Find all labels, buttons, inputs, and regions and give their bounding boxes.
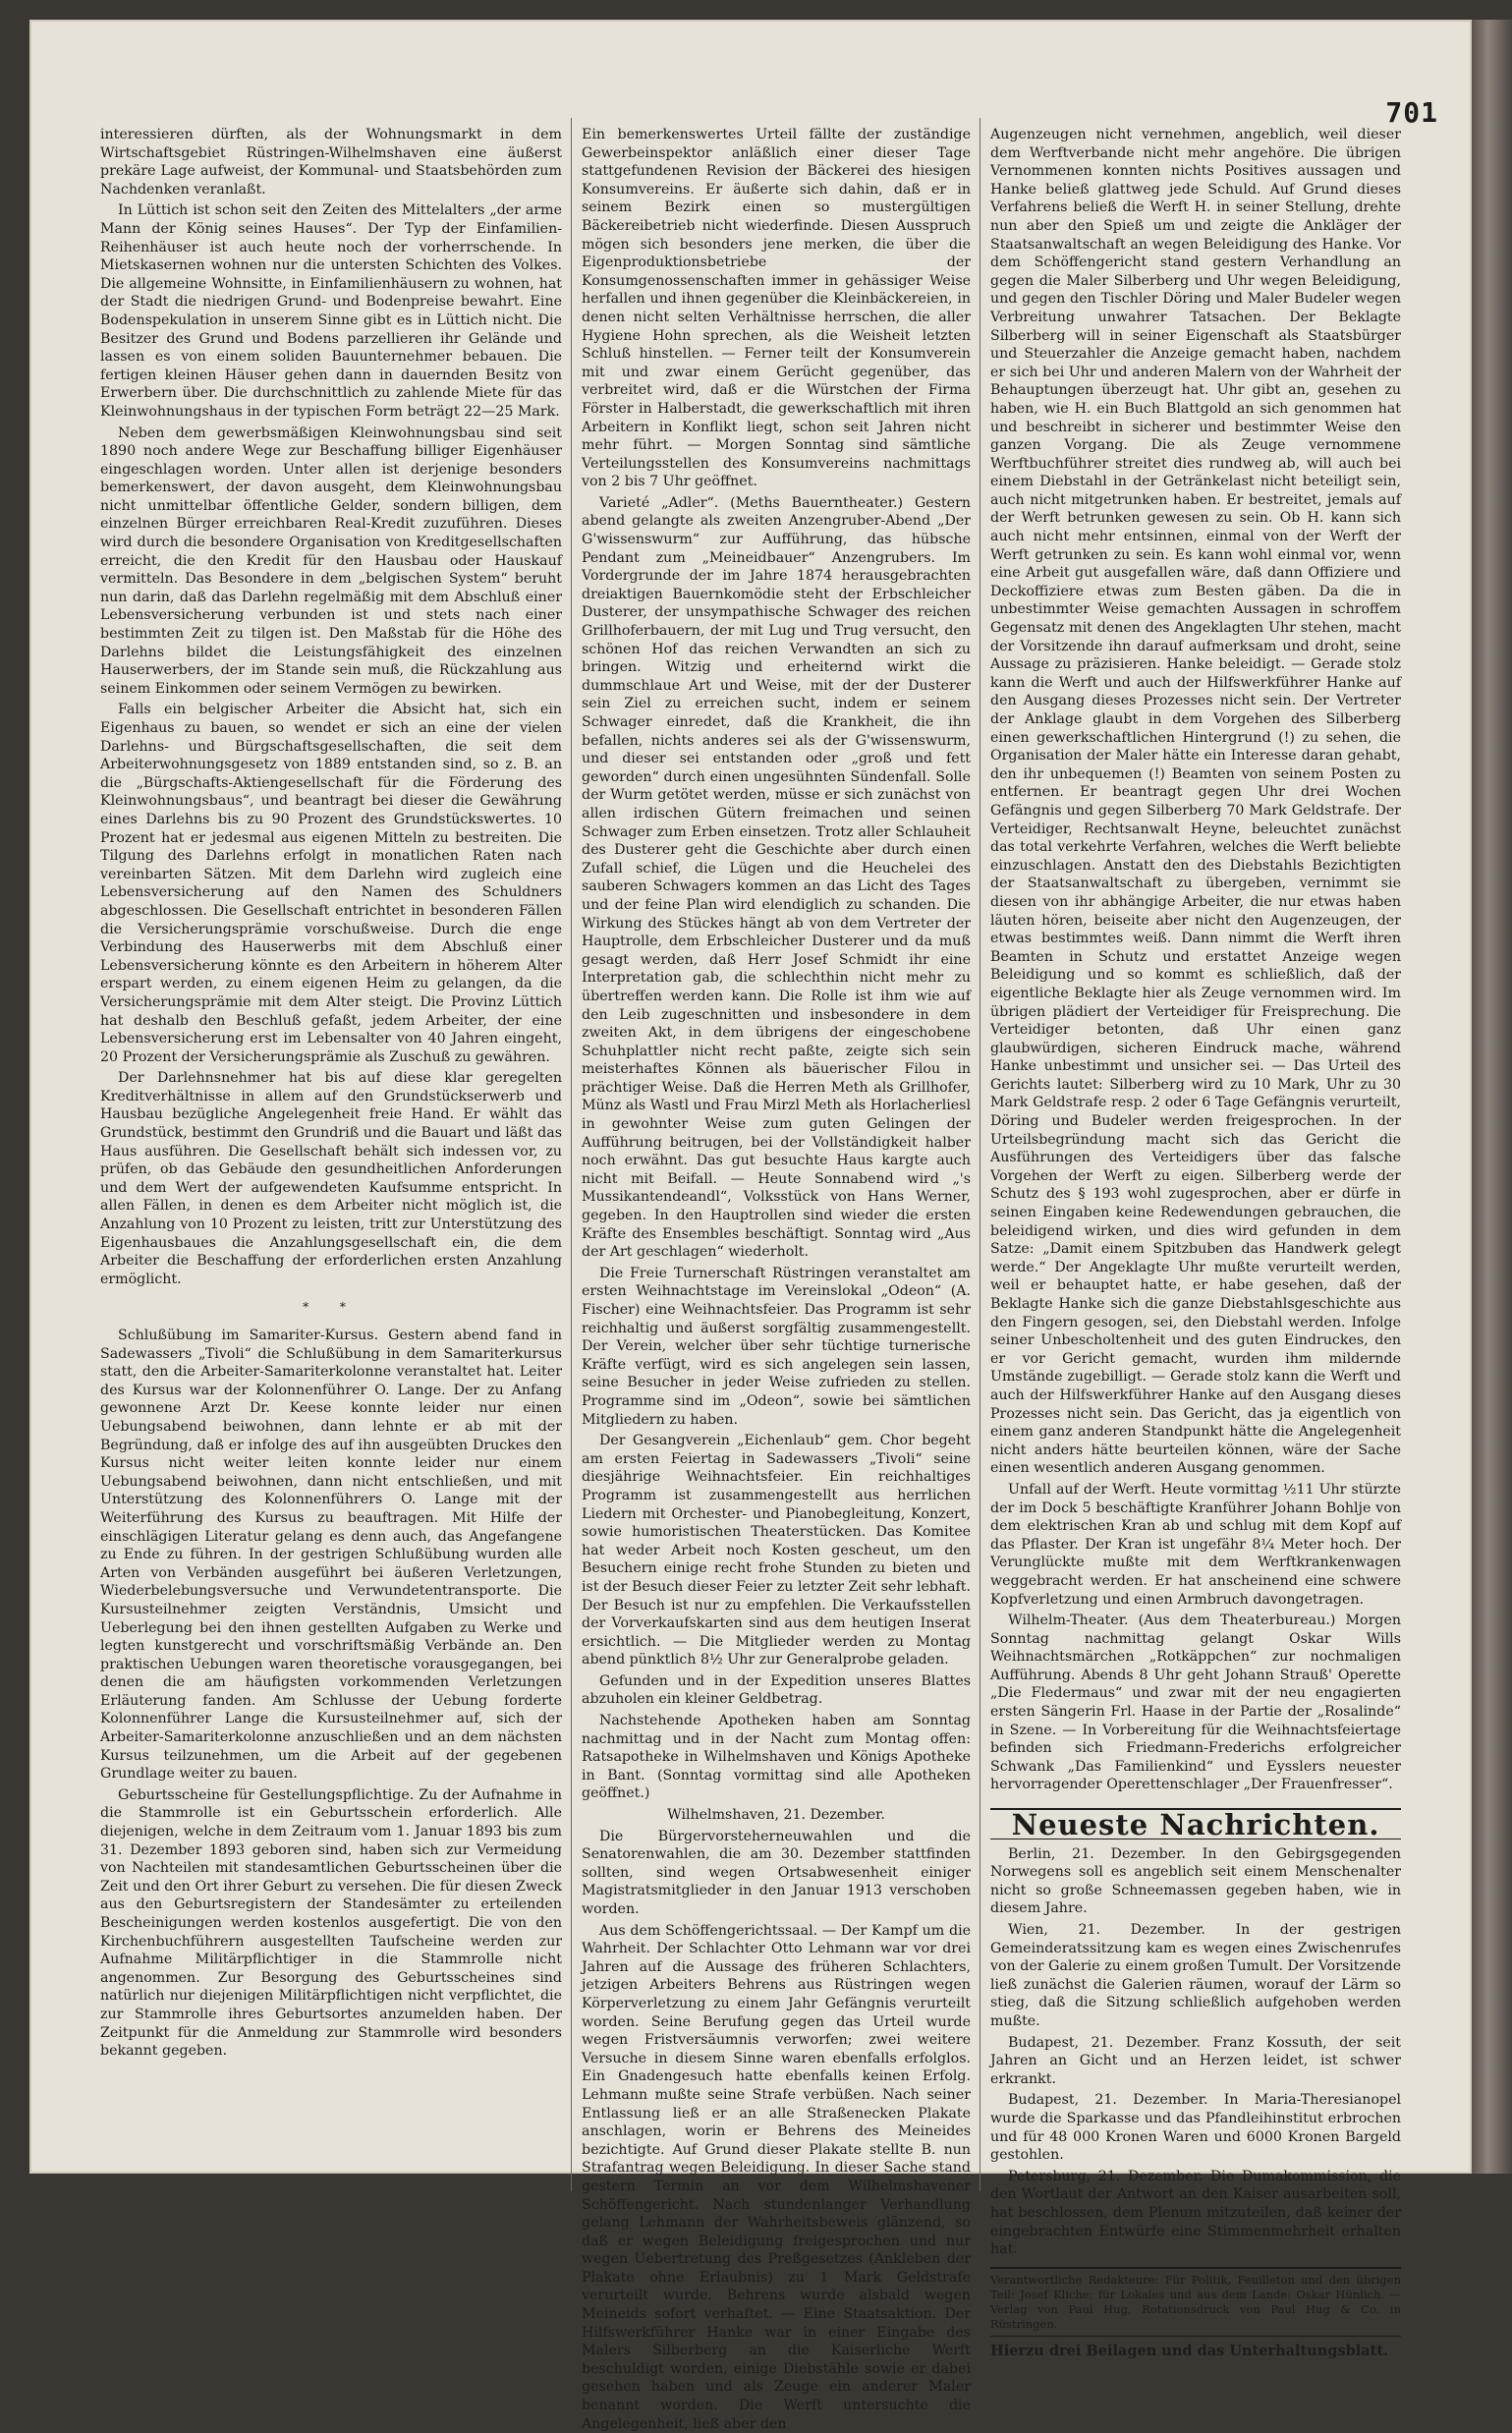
article-paragraph: Die Freie Turnerschaft Rüstringen veranstaltet am ersten Weihnachtstage im Vereinslokal „Odeon“ (A. Fischer) eine Weihnachtsfeier. Das Programm ist sehr reichhaltig und äußerst sorgfältig zusammengestellt. Der Verein, welcher über sehr tüchtige turnerische Kräfte verfügt, wird es sich angelegen sein lassen, seine Besucher in jeder Weise zufrieden zu stellen. Programme sind im „Odeon“, sowie bei sämtlichen Mitgliedern zu haben.	[582, 1265, 971, 1428]
article-paragraph: Gefunden und in der Expedition unseres Blattes abzuholen ein kleiner Geldbetrag.	[582, 1672, 971, 1708]
article-paragraph: Nachstehende Apotheken haben am Sonntag nachmittag und in der Nacht zum Montag offen: Ratsapotheke in Wilhelmshaven und Königs Apotheke in Bant. (Sonntag vormittag sind alle Apotheken geöffnet.)	[582, 1713, 971, 1802]
column-left	[100, 126, 562, 2189]
article-paragraph: Der Gesangverein „Eichenlaub“ gem. Chor begeht am ersten Feiertag in Sadewassers „Tivoli“ seine diesjährige Weihnachtsfeier. Ein reichhaltiges Programm ist zusammengestellt aus herrlichen Liedern mit Orchester- und Pianobegleitung, Konzert, sowie humoristischen Theaterstücken. Das Komitee hat weder Arbeit noch Kosten gescheut, um den Besuchern einige recht frohe Stunden zu bieten und ist der Besuch dieser Feier zu letzter Zeit sehr lebhaft. Der Besuch ist nur zu empfehlen. Die Verkaufsstellen der Vorverkaufskarten sind aus dem heutigen Inserat ersichtlich. — Die Mitglieder werden zu Montag abend pünktlich 8½ Uhr zur Generalprobe geladen.	[582, 1433, 971, 1669]
supplement-notice: Hierzu drei Beilagen und das Unterhaltungsblatt.	[990, 2342, 1389, 2359]
article-paragraph: Wilhelm-Theater. (Aus dem Theaterbureau.) Morgen Sonntag nachmittag gelangt Oskar Wills Weihnachtsmärchen „Rotkäppchen“ zur nochmaligen Aufführung. Abends 8 Uhr geht Johann Strauß' Operette „Die Fledermaus“ und zwar mit der neu engagierten ersten Sängerin Frl. Haase in der Partie der „Rosalinde“ in Szene. — In Vorbereitung für die Weihnachtsfeiertage befinden sich Friedmann-Frederichs erfolgreicher Schwank „Das Familienkind“ und Eysslers neuester hervorragender Operettenschlager „Der Frauenfresser“.	[990, 1613, 1401, 1793]
newspaper-page	[29, 20, 1472, 2432]
article-paragraph: Petersburg, 21. Dezember. Die Dumakommission, die den Wortlaut der Antwort an den Kaiser ausarbeiten soll, hat beschlossen, dem Plenum mitzuteilen, daß keiner der eingebrachten Entwürfe eine Stimmenmehrheit erhalten hat.	[990, 2168, 1401, 2258]
page-number: 701	[1385, 96, 1438, 129]
section-heading: Neueste Nachrichten.	[990, 1808, 1401, 1839]
article-paragraph: Unfall auf der Werft. Heute vormittag ½11 Uhr stürzte der im Dock 5 beschäftigte Kranführer Johann Bohlje von dem elektrischen Kran ab und schlug mit dem Kopf auf das Pflaster. Der Kran ist ungefähr 8¼ Meter hoch. Der Verunglückte mußte mit dem Werftkrankenwagen weggebracht werden. Er hat anscheinend eine schwere Kopfverletzung und einen Armbruch davongetragen.	[990, 1481, 1401, 1608]
article-paragraph: Budapest, 21. Dezember. Franz Kossuth, der seit Jahren an Gicht und an Herzen leidet, ist schwer erkrankt.	[990, 2034, 1401, 2087]
article-paragraph: interessieren dürften, als der Wohnungsmarkt in dem Wirtschaftsgebiet Rüstringen-Wilhelmshaven eine äußerst prekäre Lage aufweist, der Kommunal- und Staatsbehörden zum Nachdenken veranlaßt.	[100, 127, 562, 198]
article-paragraph: Geburtsscheine für Gestellungspflichtige. Zu der Aufnahme in die Stammrolle ist ein Geburtsschein erforderlich. Alle diejenigen, welche in dem Zeitraum vom 1. Januar 1893 bis zum 31. Dezember 1893 geboren sind, haben sich zur Vermeidung von Nachteilen mit standesamtlichen Geburtsscheinen über die Zeit und den Ort ihrer Geburt zu versehen. Die für diesen Zweck aus den Geburtsregistern der Standesämter zu erteilenden Bescheinigungen werden kostenlos ausgefertigt. Die von den Kirchenbuchführern ausgestellten Taufscheine werden zur Aufnahme Militärpflichtiger in die Stammrolle nicht angenommen. Zur Besorgung des Geburtsscheines sind natürlich nur diejenigen Militärpflichtigen nicht verpflichtet, die zur Stammrolle ihres Geburtsortes anzumelden haben. Der Zeitpunkt für die Anmeldung zur Stammrolle wird besonders bekannt gegeben.	[100, 1786, 562, 2060]
column-rule	[571, 118, 572, 2191]
section-separator: * *	[303, 1300, 360, 1315]
article-paragraph: Aus dem Schöffengerichtssaal. — Der Kampf um die Wahrheit. Der Schlachter Otto Lehmann war vor drei Jahren auf die Aussage des früheren Schlachters, jetzigen Arbeiters Behrens aus Rüstringen wegen Körperverletzung zu einem Jahr Gefängnis verurteilt worden. Seine Berufung gegen das Urteil wurde wegen Fristversäumnis verworfen; zwei weitere Versuche in diesem Sinne waren ebenfalls erfolglos. Ein Gnadengesuch hatte ebenfalls keinen Erfolg. Lehmann mußte seine Strafe verbüßen. Nach seiner Entlassung ließ er an alle Straßenecken Plakate anschlagen, worin er Behrens des Meineides bezichtigte. Auf Grund dieser Plakate stellte B. nun Strafantrag wegen Beleidigung. In dieser Sache stand gestern Termin an vor dem Wilhelmshavener Schöffengericht. Nach stundenlanger Verhandlung gelang Lehmann der Wahrheitsbeweis glänzend, so daß er wegen Beleidigung freigesprochen und nur wegen Uebertretung des Preßgesetzes (Ankleben der Plakate ohne Erlaubnis) zu 1 Mark Geldstrafe verurteilt wurde. Behrens wurde alsbald wegen Meineids sofort verhaftet. — Eine Staatsaktion. Der Hilfswerkführer Hanke war in einer Eingabe des Malers Silberberg an die Kaiserliche Werft beschuldigt worden, einige Diebstähle sowie er dabei gesehen haben und als Zeuge ein anderer Maler benannt worden. Die Werft untersuchte die Angelegenheit, ließ aber den	[582, 1922, 971, 2432]
article-paragraph: Die Bürgervorsteherneuwahlen und die Senatorenwahlen, die am 30. Dezember stattfinden sollten, sind wegen Ortsabwesenheit einiger Magistratsmitglieder in den Januar 1913 verschoben worden.	[582, 1828, 971, 1917]
column-middle	[582, 126, 971, 2432]
article-paragraph: Schlußübung im Samariter-Kursus. Gestern abend fand in Sadewassers „Tivoli“ die Schlußübung in dem Samariterkursus statt, den die Arbeiter-Samariterkolonne veranstaltet hat. Leiter des Kursus war der Kolonnenführer O. Lange. Der zu Anfang gewonnene Arzt Dr. Keese konnte leider nur einen Uebungsabend beiwohnen, dann lehnte er ab mit der Begründung, daß er infolge des auf ihn ausgeübten Druckes den Kursus nicht weiter leiten konnte leider nur einem Uebungsabend beiwohnen, dann nicht entschließen, und mit Unterstützung des Kolonnenführers O. Lange mit der Weiterführung des Kursus zu beauftragen. Mit Hilfe der einschlägigen Literatur gelang es denn auch, das Angefangene zu Ende zu führen. In der gestrigen Schlußübung wurden alle Arten von Verbänden ausgeführt bei äußeren Verletzungen, Wiederbelebungsversuche und Verwundetentransporte. Die Kursusteilnehmer zeigten Verständnis, Umsicht und Ueberlegung bei den ihnen gestellten Aufgaben zu Werke und legten kunstgerecht und vorschriftsmäßig Verbände an. Den praktischen Uebungen waren theoretische vorausgegangen, bei denen die am häufigsten vorkommenden Verletzungen Erläuterung fanden. Am Schlusse der Uebung forderte Kolonnenführer Lange die Kursusteilnehmer auf, sich der Arbeiter-Samariterkolonne anzuschließen und an dem nächsten Kursus teilzunehmen, um die Arbeit auf der gegebenen Grundlage weiter zu bauen.	[100, 1328, 562, 1782]
article-paragraph: Falls ein belgischer Arbeiter die Absicht hat, sich ein Eigenhaus zu bauen, so wendet er sich an eine der vielen Darlehns- und Bürgschaftsgesellschaften, die seit dem Arbeiterwohnungsgesetz von 1889 entstanden sind, so z. B. an die „Bürgschafts-Aktiengesellschaft für die Förderung des Kleinwohnungsbaus“, und beantragt bei dieser die Gewährung eines Darlehns bis zu 90 Prozent des Grundstückswertes. 10 Prozent hat er jedesmal aus eigenen Mitteln zu bestreiten. Die Tilgung des Darlehns erfolgt in monatlichen Raten nach vereinbarten Sätzen. Mit dem Darlehn wird zugleich eine Lebensversicherung auf den Namen des Schuldners abgeschlossen. Die Gesellschaft entrichtet in besonderen Fällen die Versicherungsprämie vorschußweise. Durch die enge Verbindung des Hauserwerbs mit dem Abschluß einer Lebensversicherung könnte es den Arbeitern in höherem Alter erspart werden, zu einem eigenen Heim zu gelangen, da die Versicherungsprämie mit dem Alter steigt. Die Provinz Lüttich hat deshalb den Beschluß gefaßt, jedem Arbeiter, der eine Lebensversicherung erst im Lebensalter von 40 Jahren eingeht, 20 Prozent der Versicherungsprämie als Zuschuß zu gewähren.	[100, 702, 562, 1065]
article-paragraph: Wien, 21. Dezember. In der gestrigen Gemeinderatssitzung kam es wegen eines Zwischenrufes von der Galerie zu einem großen Tumult. Der Vorsitzende ließ zunächst die Galerien räumen, worauf der Lärm so stieg, daß die Sitzung schließlich aufgehoben werden mußte.	[990, 1922, 1401, 2029]
article-paragraph: Neben dem gewerbsmäßigen Kleinwohnungsbau sind seit 1890 noch andere Wege zur Beschaffung billiger Eigenhäuser eingeschlagen worden. Unter allen ist derjenige besonders bemerkenswert, der davon ausgeht, dem Kleinwohnungsbau nicht unmittelbar öffentliche Gelder, sondern billigen, dem einzelnen Bürger erreichbaren Real-Kredit zuzuführen. Dieses wird durch die besondere Organisation von Kreditgesellschaften erreicht, die den Kredit für den Hausbau oder Hauskauf vermitteln. Das Besondere in dem „belgischen System“ beruht nun darin, daß das Darlehn regelmäßig mit dem Abschluß einer Lebensversicherung verbunden ist und stets nach einer bestimmten Zeit zu tilgen ist. Den Maßstab für die Höhe des Darlehns bildet die Leistungsfähigkeit des einzelnen Hauserwerbers, der im Stande sein muß, die Rückzahlung aus seinem Einkommen oder seinem Vermögen zu bewirken.	[100, 424, 562, 697]
article-paragraph: Augenzeugen nicht vernehmen, angeblich, weil dieser dem Werftverbande nicht mehr angehöre. Die übrigen Vernommenen konnten nichts Positives aussagen und Hanke beließ glattweg jede Schuld. Auf Grund dieses Verfahrens beließ die Werft H. in seiner Stellung, drehte nun aber den Spieß um und zeigte die Ankläger der Staatsanwaltschaft an wegen Beleidigung des Hanke. Vor dem Schöffengericht stand gestern Verhandlung an gegen die Maler Silberberg und Uhr wegen Beleidigung, und gegen den Tischler Döring und Maler Budeler wegen Verbreitung unwahrer Tatsachen. Der Beklagte Silberberg will in seiner Eigenschaft als Staatsbürger und Steuerzahler die Anzeige gemacht haben, nachdem er sich bei Uhr und anderen Malern von der Wahrheit der Behauptungen überzeugt hat. Uhr gibt an, gesehen zu haben, wie H. ein Buch Blattgold an sich genommen hat und beschreibt in sicherer und bestimmter Weise den ganzen Vorgang. Die als Zeuge vernommene Werftbuchführer streitet dies rundweg ab, will auch bei einem Diebstahl in der Getränkelast nicht beteiligt sein, auch nicht mitgetrunken haben. Er bestreitet, jemals auf der Werft betrunken gewesen zu sein. Ob H. kann sich auch nicht mehr entsinnen, einmal von der Werft der Werft getrunken zu sein. Es kann wohl einmal vor, wenn eine Arbeit gut ausgefallen wäre, daß dann Offiziere und Deckoffiziere etwas zum Besten gäben. Da die in unbestimmter Weise gemachten Aussagen in schroffem Gegensatz mit denen des Angeklagten Uhr stehen, macht der Vorsitzende ihn darauf aufmerksam und droht, seine Aussage zu präzisieren. Hanke beleidigt. — Gerade stolz kann die Werft und auch der Hilfswerkführer Hanke auf den Ausgang dieses Prozesses nicht sein. Der Vertreter der Anklage glaubt in dem Vorgehen des Silberberg einen gewerkschaftlichen Hintergrund (!) zu sehen, die Organisation der Maler hätte ein Interesse daran gehabt, den ihr unbequemen (!) Beamten von seinem Posten zu entfernen. Er beantragt gegen Uhr drei Wochen Gefängnis und gegen Silberberg 70 Mark Geldstrafe. Der Verteidiger, Rechtsanwalt Heyne, beleuchtet zunächst das total verkehrte Verfahren, welches die Werft beliebte einzuschlagen. Anstatt den des Diebstahls Bezichtigten der Staatsanwaltschaft zu übergeben, vernimmt sie diesen von ihr abhängige Arbeiter, die nur etwas haben läuten hören, beiseite aber nicht den Augenzeugen, der etwas bestimmtes weiß. Dann nimmt die Werft ihren Beamten in Schutz und erstattet Anzeige wegen Beleidigung und so kommt es schließlich, daß der eigentliche Beklagte hier als Zeuge vernommen wird. Im übrigen plädiert der Verteidiger für Freisprechung. Die Verteidiger betonten, daß Uhr einen ganz glaubwürdigen, sicheren Eindruck mache, während Hanke unbestimmt und unsicher sei. — Das Urteil des Gerichts lautet: Silberberg wird zu 10 Mark, Uhr zu 30 Mark Geldstrafe resp. 2 oder 6 Tage Gefängnis verurteilt, Döring und Budeler werden freigesprochen. In der Urteilsbegründung macht sich das Gericht die Ausführungen des Verteidigers über das falsche Vorgehen der Werft zu eigen. Silberberg werde der Schutz des § 193 wohl zugesprochen, aber er dürfe in seinen Eingaben keine Redewendungen gebrauchen, die beleidigend wirken, und dies wird gefunden in dem Satze: „Damit einem Spitzbuben das Handwerk gelegt werde.“ Der Angeklagte Uhr mußte verurteilt werden, weil er behauptet hatte, er habe gesehen, daß der Beklagte Hanke sich die ganze Diebstahlsgeschichte aus den Fingern gesogen, sei, den Diebstahl werden. Infolge seiner Unbescholtenheit und des guten Eindruckes, den er vor Gericht gemacht, wurden ihm mildernde Umstände zugebilligt. — Gerade stolz kann die Werft und auch der Hilfswerkführer Hanke auf den Ausgang dieses Prozesses nicht sein. Das Gericht, das ja eigentlich von einem ganz anderen Standpunkt hätte die Angelegenheit nicht anders hätte beurteilen können, wäre der Sache einen wesentlich anderen Ausgang genommen.	[990, 127, 1401, 1477]
page-edge	[1472, 20, 1512, 2174]
article-paragraph: Ein bemerkenswertes Urteil fällte der zuständige Gewerbeinspektor anläßlich einer dieser Tage stattgefundenen Revision der Bäckerei des hiesigen Konsumvereins. Er äußerte sich dahin, daß er in seinem Bezirk einen so mustergültigen Bäckereibetrieb nicht wiederfinde. Diesen Ausspruch mögen sich besonders jene merken, die über die Eigenproduktionsbetriebe der Konsumgenossenschaften immer in gehässiger Weise herfallen und ihnen gegenüber die Kleinbäckereien, in denen nicht selten Verhältnisse herrschen, die aller Hygiene Hohn sprechen, als die Weisheit letzten Schluß hinstellen. — Ferner teilt der Konsumverein mit und zwar einem Gerücht gegenüber, das verbreitet wird, daß er die Würstchen der Firma Förster in Halberstadt, die gewerkschaftlich mit ihren Arbeitern in Konflikt liegt, schon seit Jahren nicht mehr führt. — Morgen Sonntag sind sämtliche Verteilungsstellen des Konsumvereins nachmittags von 2 bis 7 Uhr geöffnet.	[582, 127, 971, 490]
article-paragraph: Berlin, 21. Dezember. In den Gebirgsgegenden Norwegens soll es angeblich seit einem Menschenalter nicht so große Schneemassen gegeben haben, wie in diesem Jahre.	[990, 1845, 1401, 1917]
imprint: Verantwortliche Redakteure: Für Politik, Feuilleton und den übrigen Teil: Josef Kliche; für Lokales und aus dem Lande: Oskar Hünlich. — Verlag von Paul Hug, Rotationsdruck von Paul Hug & Co. in Rüstringen.	[990, 2267, 1401, 2337]
article-paragraph: Budapest, 21. Dezember. In Maria-Theresianopel wurde die Sparkasse und das Pfandleihinstitut erbrochen und für 48 000 Kronen Waren und 6000 Kronen Bargeld gestohlen.	[990, 2092, 1401, 2164]
article-paragraph: In Lüttich ist schon seit den Zeiten des Mittelalters „der arme Mann der König seines Hauses“. Der Typ der Einfamilien-Reihenhäuser ist auch heute noch der vorherrschende. In Mietskasernen wohnen nur die untersten Schichten des Volkes. Die allgemeine Wohnsitte, in Einfamilienhäusern zu wohnen, hat der Stadt die niedrigen Grund- und Bodenpreise bewahrt. Eine Bodenspekulation in unserem Sinne gibt es in Lüttich nicht. Die Besitzer des Grund und Bodens parzellieren ihr Gelände und lassen es von einem soliden Bauunternehmer bebauen. Die fertigen kleinen Häuser gehen dann in dauernden Besitz von Erwerbern über. Die durchschnittlich zu zahlende Miete für das Kleinwohnungshaus in der typischen Form beträgt 22—25 Mark.	[100, 202, 562, 420]
article-paragraph: Der Darlehnsnehmer hat bis auf diese klar geregelten Kreditverhältnisse in allem auf den Grundstückserwerb und Hausbau bezügliche Angelegenheit freie Hand. Er wählt das Grundstück, bestimmt den Grundriß und die Bauart und läßt das Haus ausführen. Die Gesellschaft behält sich indessen vor, zu prüfen, ob das Gebäude den gesundheitlichen Anforderungen und dem Wert der aufgewendeten Kaufsumme entspricht. In allen Fällen, in denen es dem Arbeiter nicht möglich ist, die Anzahlung von 10 Prozent zu leisten, tritt zur Unterstützung des Eigenhausbaues die Anzahlungsgesellschaft ein, die dem Arbeiter die Beschaffung der erforderlichen ersten Anzahlung ermöglicht.	[100, 1070, 562, 1287]
article-paragraph: Wilhelmshaven, 21. Dezember.	[667, 1807, 885, 1824]
article-paragraph: Varieté „Adler“. (Meths Bauerntheater.) Gestern abend gelangte als zweiten Anzengruber-Abend „Der G'wissenswurm“ zur Aufführung, das hübsche Pendant zum „Meineidbauer“ Anzengrubers. Im Vordergrunde der im Jahre 1874 herausgebrachten dreiaktigen Bauernkomödie steht der Erbschleicher Dusterer, der unsympathische Schwager des reichen Grillhoferbauern, der mit Lug und Trug versucht, den schönen Hof das reichen Verwandten an sich zu bringen. Witzig und erheiternd wirkt die dummschlaue Art und Weise, mit der der Dusterer sein Ziel zu erreichen sucht, indem er seinem Schwager einredet, daß die Krankheit, die ihn befallen, nichts anderes sei als der G'wissenswurm, und dieser sei entstanden oder „groß und fett geworden“ durch einen ungesühnten Sündenfall. Solle der Wurm getötet werden, müsse er sich zunächst von allen irdischen Gütern freimachen und seinen Schwager zum Erben einsetzen. Trotz aller Schlauheit des Dusterer geht die Geschichte aber durch einen Zufall schief, die Lügen und die Heuchelei des sauberen Schwagers kommen an das Licht des Tages und der feine Plan wird elendiglich zu schanden. Die Wirkung des Stückes hängt ab von dem Vertreter der Hauptrolle, dem Erbschleicher Dusterer und da muß gesagt werden, daß Herr Josef Schmidt ihr eine Interpretation gab, die schlechthin nicht mehr zu übertreffen werden kann. Die Rolle ist ihm wie auf den Leib zugeschnitten und insbesondere in dem zweiten Akt, in dem übrigens der eingeschobene Schuhplattler nicht recht paßte, zeigte sich sein meisterhaftes Können als bäuerischer Filou in prächtiger Weise. Daß die Herren Meth als Grillhofer, Münz als Wastl und Frau Mirzl Meth als Horlacherliesl in gewohnter Weise zum guten Gelingen der Aufführung beitrugen, bei der Vollständigkeit halber noch erwähnt. Das gut besuchte Haus kargte auch nicht mit Beifall. — Heute Sonnabend wird „'s Mussikantendeandl“, Volksstück von Hans Werner, gegeben. In den Hauptrollen sind wieder die ersten Kräfte des Ensembles beschäftigt. Sonntag wird „Aus der Art geschlagen“ wiederholt.	[582, 494, 971, 1261]
column-right	[990, 126, 1401, 2359]
